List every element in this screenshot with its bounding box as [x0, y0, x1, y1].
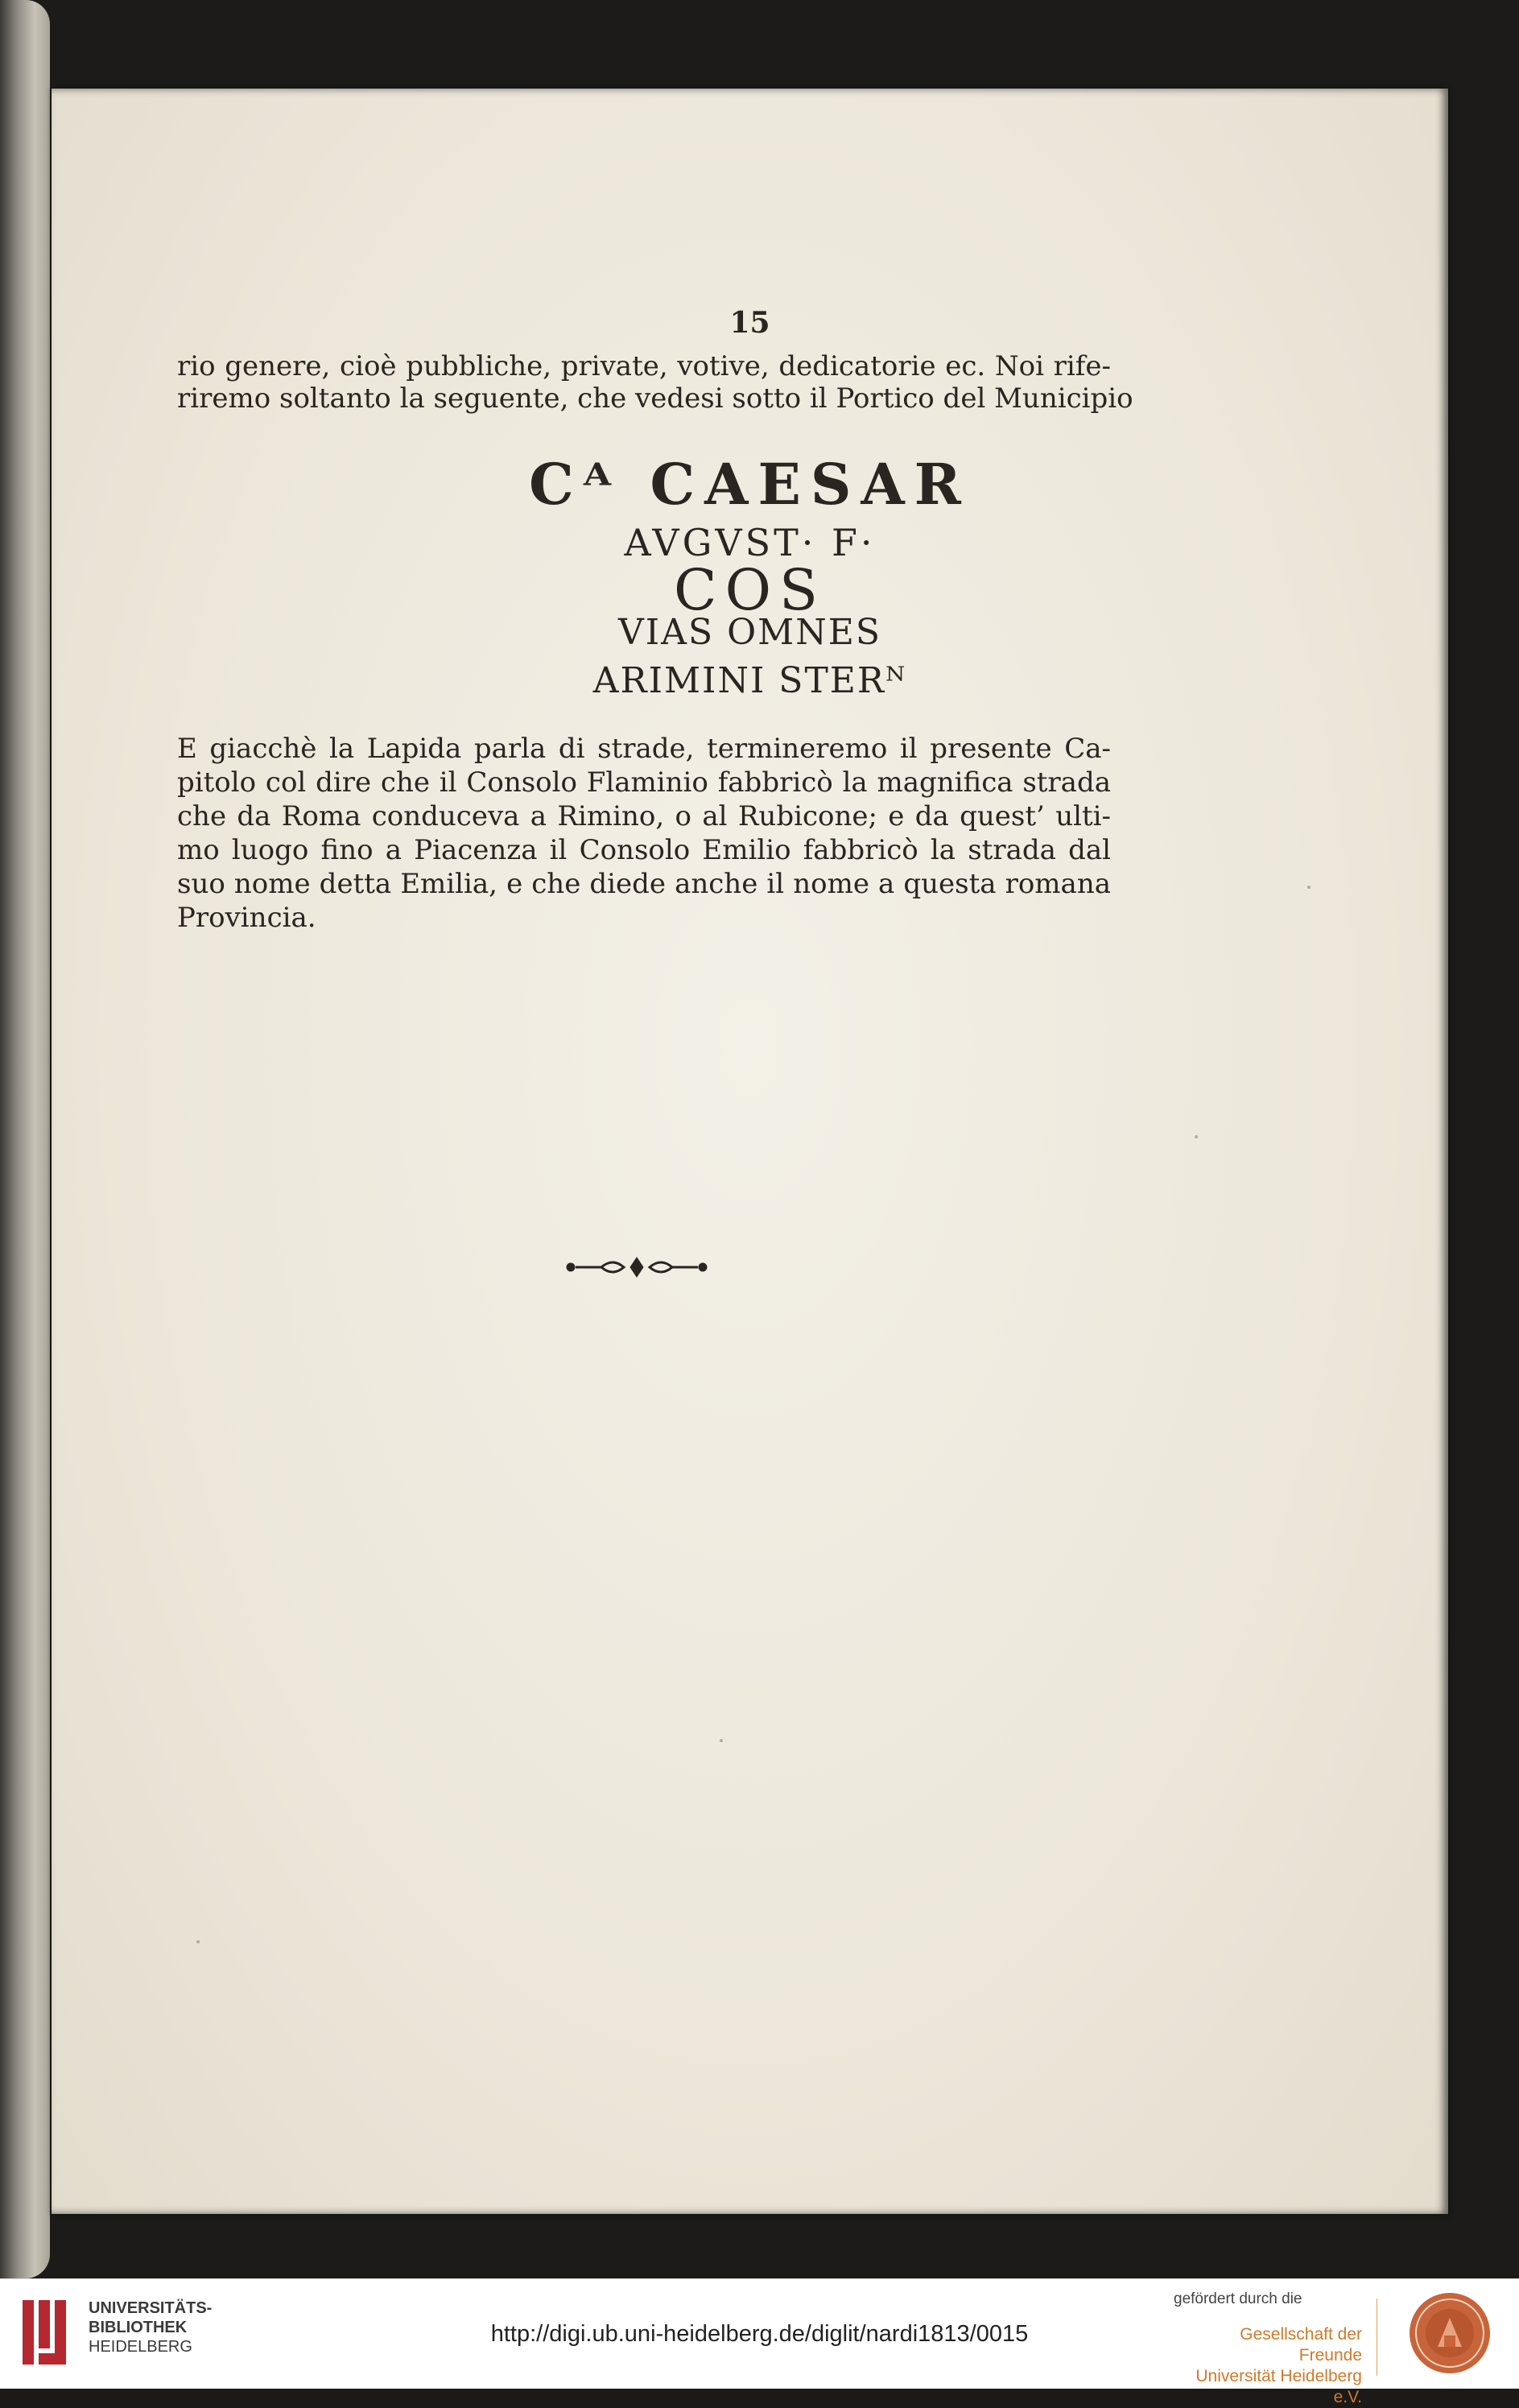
body-line: mo luogo fino a Piacenza il Consolo Emilio fabbricò la strada dal	[177, 834, 1111, 866]
body-line: Provincia.	[177, 902, 316, 934]
ornament-icon	[564, 1256, 709, 1278]
sponsor-name-line: Universität Heidelberg e.V.	[1195, 2367, 1362, 2406]
body-line: che da Roma conduceva a Rimino, o al Rubicone; e da quest’ ulti-	[177, 800, 1111, 832]
page-number: 15	[729, 306, 770, 340]
body-line: pitolo col dire che il Consolo Flaminio fabbricò la magnifica strada	[177, 766, 1111, 799]
body-line: E giacchè la Lapida parla di strade, termineremo il presente Ca-	[177, 733, 1111, 765]
sponsor-name[interactable]	[1182, 2324, 1362, 2408]
library-name-line: BIBLIOTHEK	[89, 2319, 188, 2336]
inscription-line: Cᴬ CAESAR	[529, 451, 971, 518]
inscription-line: VIAS OMNES	[618, 612, 881, 653]
permalink-url[interactable]: http://digi.ub.uni-heidelberg.de/diglit/nardi1813/0015	[490, 2321, 1029, 2347]
inscription-line: AVGVST· F·	[624, 521, 876, 564]
library-name-line: HEIDELBERG	[89, 2338, 192, 2356]
sponsor-label: gefördert durch die	[1174, 2290, 1302, 2307]
seal-icon	[1407, 2290, 1492, 2376]
inscription-line: ARIMINI STERᴺ	[592, 660, 907, 701]
previous-page-edge	[0, 0, 50, 2278]
intro-line: rio genere, cioè pubbliche, private, votive, dedicatorie ec. Noi rife-	[177, 350, 1111, 382]
inscription-line: COS	[674, 557, 826, 623]
library-name-line: UNIVERSITÄTS-	[89, 2299, 213, 2317]
book-page	[52, 89, 1448, 2214]
sponsor-name-line: Gesellschaft der Freunde	[1240, 2325, 1362, 2365]
footer-bar	[0, 2278, 1519, 2406]
intro-line: riremo soltanto la seguente, che vedesi sotto il Portico del Municipio	[177, 382, 1133, 415]
body-line: suo nome detta Emilia, e che diede anche il nome a questa romana	[177, 868, 1111, 900]
